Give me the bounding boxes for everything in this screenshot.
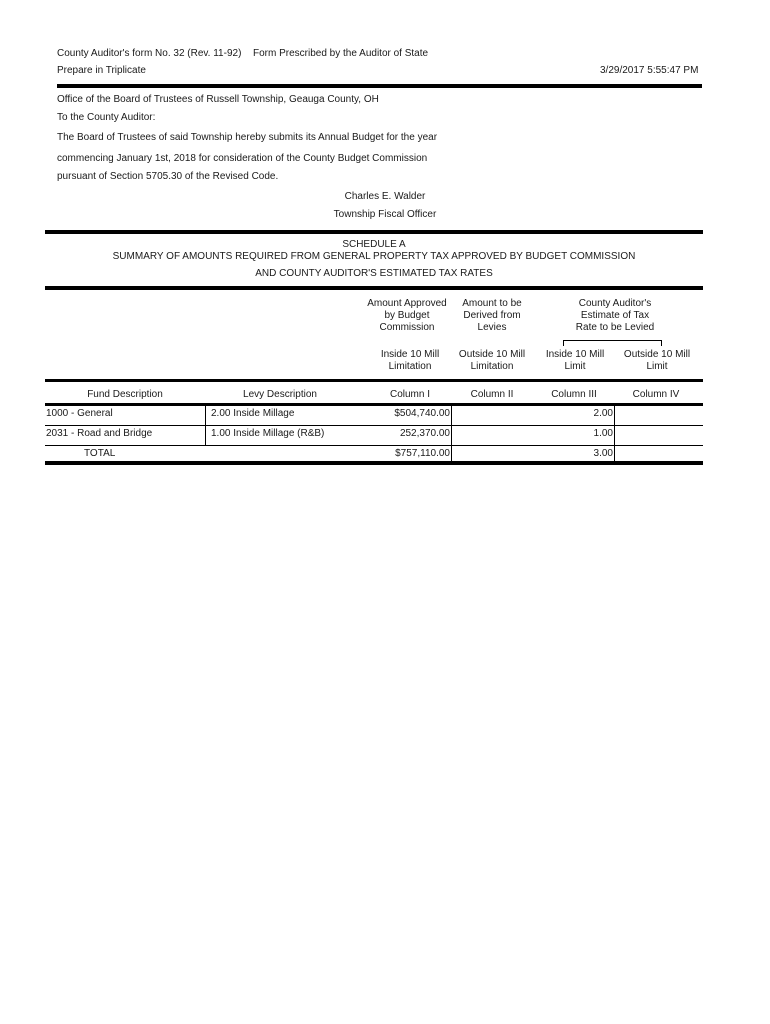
header-rule [57,84,702,88]
table-body-top-rule [45,403,703,406]
estimate-bracket-left [563,340,564,346]
total-col1: $757,110.00 [395,448,450,459]
table-row-levy: 1.00 Inside Millage (R&B) [211,428,325,439]
col-2-header: Column II [470,389,514,400]
subhead-c3: Inside 10 Mill Limit [545,349,605,372]
head-estimate: County Auditor's Estimate of Tax Rate to be Levied [575,298,655,333]
table-row-levy: 2.00 Inside Millage [211,408,295,419]
total-col3: 3.00 [593,448,613,459]
table-row-col1: 252,370.00 [399,428,450,439]
body-line-3: pursuant of Section 5705.30 of the Revised Code. [57,171,279,182]
table-bottom-rule [45,461,703,465]
table-row-fund: 2031 - Road and Bridge [46,428,153,439]
schedule-bottom-rule [45,286,703,290]
col-levy-header: Levy Description [243,389,317,400]
estimate-bracket-right [661,340,662,346]
signer-name: Charles E. Walder [344,191,426,202]
col-4-header: Column IV [632,389,680,400]
table-row-col3: 1.00 [593,428,613,439]
body-line-2: commencing January 1st, 2018 for consideration of the County Budget Commission [57,153,428,164]
triplicate-note: Prepare in Triplicate [57,65,146,76]
subhead-c1: Inside 10 Mill Limitation [380,349,440,372]
signer-title: Township Fiscal Officer [333,209,437,220]
col-fund-header: Fund Description [87,389,163,400]
schedule-top-rule [45,230,703,234]
row-divider [45,445,703,446]
prescribed-by: Form Prescribed by the Auditor of State [253,48,429,59]
table-row-col3: 2.00 [593,408,613,419]
timestamp: 3/29/2017 5:55:47 PM [600,65,699,76]
estimate-bracket [563,340,662,341]
subhead-c2: Outside 10 Mill Limitation [458,349,526,372]
row-divider [45,425,703,426]
body-line-1: The Board of Trustees of said Township hereby submits its Annual Budget for the year [57,132,438,143]
schedule-title: SCHEDULE A [342,239,406,250]
form-id: County Auditor's form No. 32 (Rev. 11-92) [57,48,242,59]
total-label: TOTAL [84,448,116,459]
head-approved: Amount Approved by Budget Commission [367,298,447,333]
table-row-col1: $504,740.00 [394,408,450,419]
table-row-fund: 1000 - General [46,408,113,419]
salutation: To the County Auditor: [57,112,156,123]
schedule-subtitle-1: SUMMARY OF AMOUNTS REQUIRED FROM GENERAL PROPERTY TAX APPROVED BY BUDGET COMMISSION [112,251,636,262]
col-1-header: Column I [389,389,430,400]
col-3-header: Column III [551,389,597,400]
head-derived: Amount to be Derived from Levies [462,298,522,333]
schedule-subtitle-2: AND COUNTY AUDITOR'S ESTIMATED TAX RATES [255,268,493,279]
office-line: Office of the Board of Trustees of Russell Township, Geauga County, OH [57,94,379,105]
table-head-rule [45,379,703,382]
subhead-c4: Outside 10 Mill Limit [623,349,691,372]
